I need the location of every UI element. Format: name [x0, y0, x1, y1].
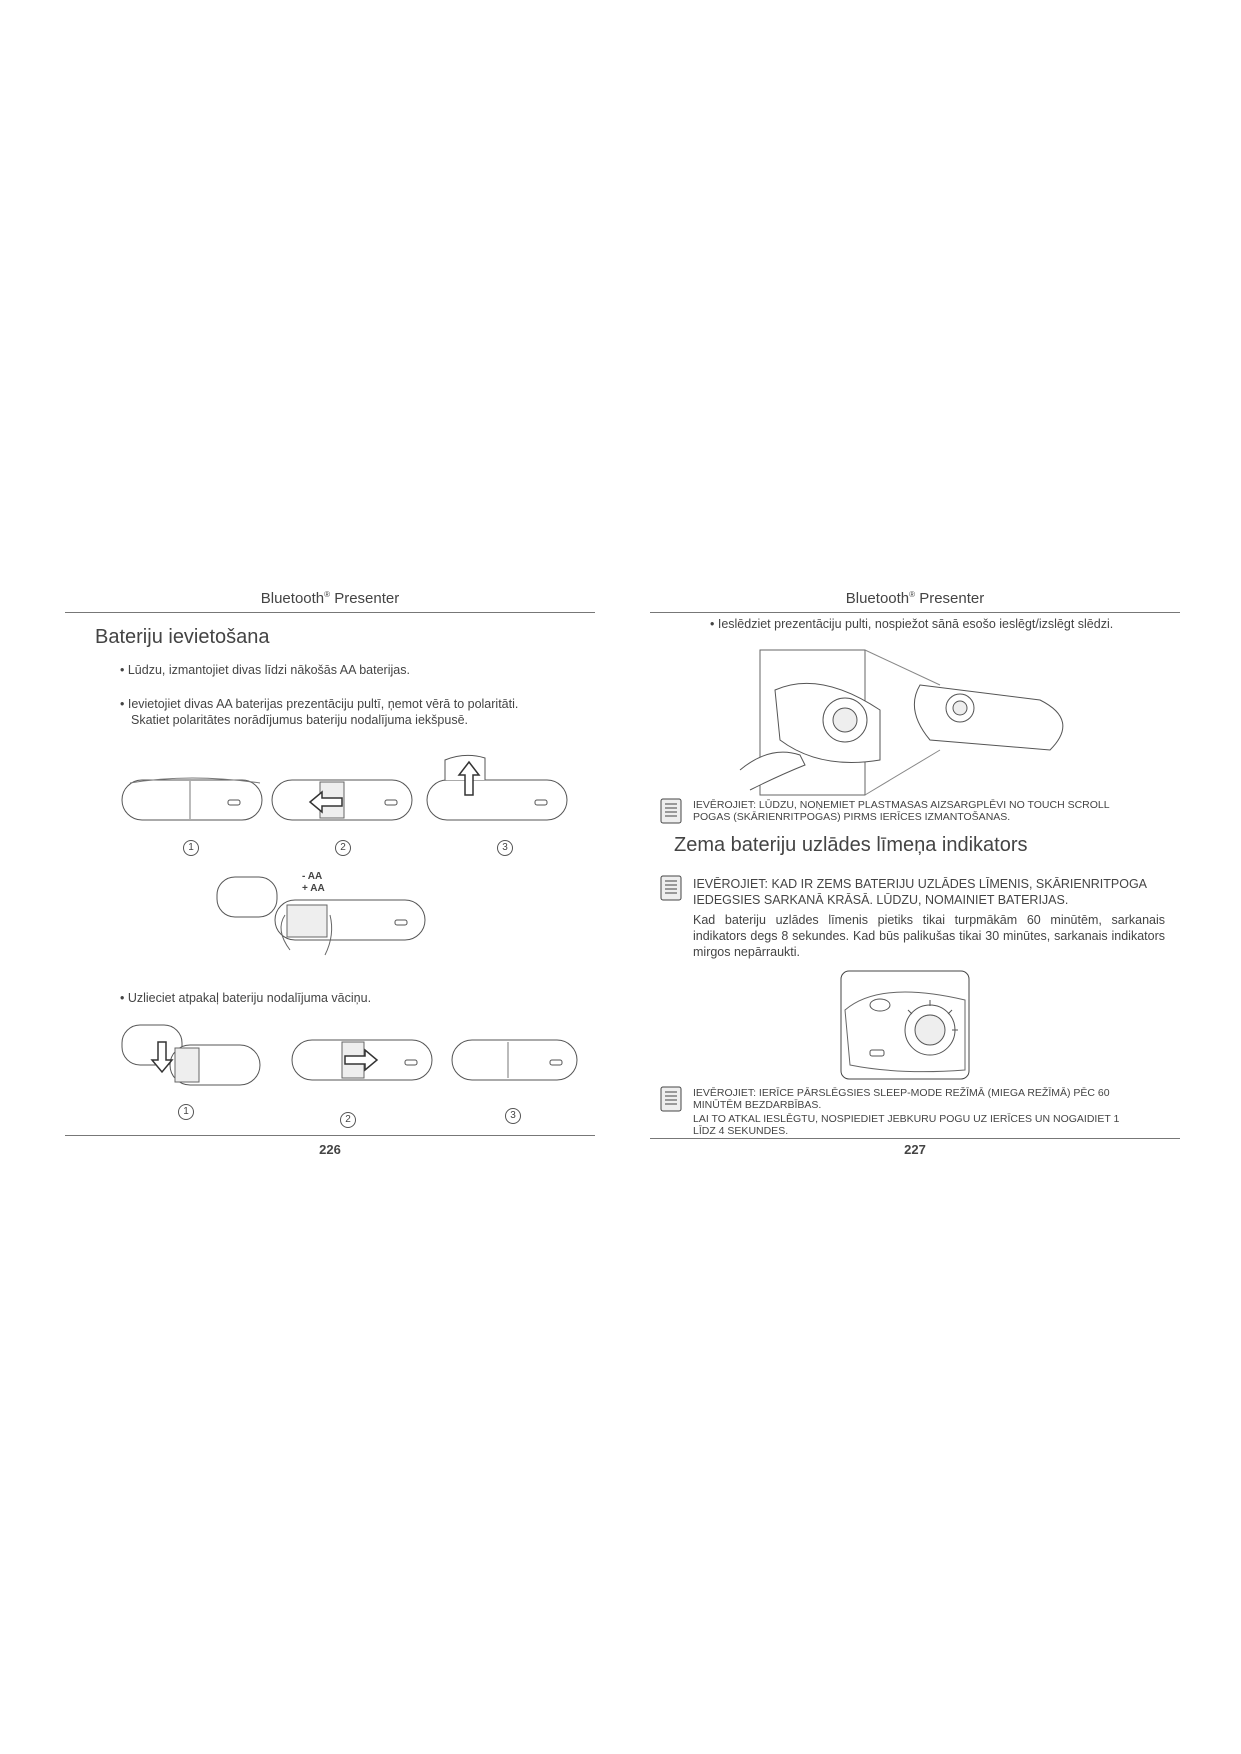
- note-icon: [660, 1086, 682, 1112]
- low-battery-paragraph: Kad bateriju uzlādes līmenis pietiks tikai turpmākām 60 minūtēm, sarkanais indikators degs 8 sekundes. Kad būs palikušas tikai 30 minūtes, sarkanais indikators mirgos nepārraukti.: [693, 913, 1165, 959]
- page-number: 227: [904, 1142, 926, 1157]
- bullet-2a: • Ievietojiet divas AA baterijas prezentāciju pultī, ņemot vērā to polaritāti.: [120, 697, 519, 711]
- footer-rule: [65, 1135, 595, 1136]
- note-3-line-4: LĪDZ 4 SEKUNDES.: [693, 1125, 789, 1137]
- bullet-power: • Ieslēdziet prezentāciju pulti, nospiežot sānā esošo ieslēgt/izslēgt slēdzi.: [710, 617, 1114, 631]
- section-heading: Zema bateriju uzlādes līmeņa indikators: [674, 834, 1028, 856]
- header-rule: [650, 612, 1180, 613]
- illustration-close-cover-3: [450, 1030, 590, 1090]
- page-left: [65, 590, 595, 1170]
- illustration-close-cover-2: [290, 1030, 440, 1095]
- illustration-touch-scroll: [840, 970, 970, 1080]
- page-number: 226: [319, 1142, 341, 1157]
- note-2-line-1: IEVĒROJIET: KAD IR ZEMS BATERIJU UZLĀDES LĪMENIS, SKĀRIENRITPOGA: [693, 877, 1148, 891]
- step-2b: 2: [340, 1112, 356, 1128]
- note-3-line-1: IEVĒROJIET: IERĪCE PĀRSLĒGSIES SLEEP-MODE REŽĪMĀ (MIEGA REŽĪMĀ) PĒC 60: [693, 1087, 1110, 1099]
- illustration-power-switch: [760, 650, 1080, 795]
- illustration-close-cover-1: [120, 1020, 270, 1100]
- bullet-2b: Skatiet polaritātes norādījumus bateriju nodalījuma iekšpusē.: [131, 713, 468, 727]
- note-icon: [660, 875, 682, 901]
- note-3-line-2: MINŪTĒM BEZDARBĪBAS.: [693, 1099, 822, 1111]
- note-icon: [660, 798, 682, 824]
- step-2: 2: [335, 840, 351, 856]
- bullet-3: • Uzlieciet atpakaļ bateriju nodalījuma vāciņu.: [120, 991, 372, 1005]
- battery-label-minus: - AA: [302, 871, 323, 882]
- note-1-line-1: IEVĒROJIET: LŪDZU, NOŅEMIET PLASTMASAS AIZSARGPLĒVI NO TOUCH SCROLL: [693, 799, 1110, 811]
- running-header: Bluetooth® Presenter: [260, 590, 400, 607]
- note-3-line-3: LAI TO ATKAL IESLĒGTU, NOSPIEDIET JEBKURU POGU UZ IERĪCES UN NOGAIDIET 1: [693, 1113, 1120, 1125]
- running-header: Bluetooth® Presenter: [845, 590, 985, 607]
- illustration-open-cover-1: [120, 765, 270, 830]
- illustration-open-cover-3: [425, 750, 575, 830]
- illustration-open-cover-2: [270, 760, 420, 830]
- page-right: [650, 590, 1180, 1170]
- bullet-1: • Lūdzu, izmantojiet divas līdzi nākošās AA baterijas.: [120, 663, 410, 677]
- battery-label-plus: + AA: [302, 883, 325, 894]
- step-1b: 1: [178, 1104, 194, 1120]
- step-3: 3: [497, 840, 513, 856]
- note-1-line-2: POGAS (SKĀRIENRITPOGAS) PIRMS IERĪCES IZMANTOŠANAS.: [693, 811, 1011, 823]
- note-2-line-2: IEDEGSIES SARKANĀ KRĀSĀ. LŪDZU, NOMAINIET BATERIJAS.: [693, 893, 1069, 907]
- illustration-battery-insert: [215, 865, 435, 970]
- step-3b: 3: [505, 1108, 521, 1124]
- header-rule: [65, 612, 595, 613]
- section-heading: Bateriju ievietošana: [95, 626, 270, 648]
- step-1: 1: [183, 840, 199, 856]
- footer-rule: [650, 1138, 1180, 1139]
